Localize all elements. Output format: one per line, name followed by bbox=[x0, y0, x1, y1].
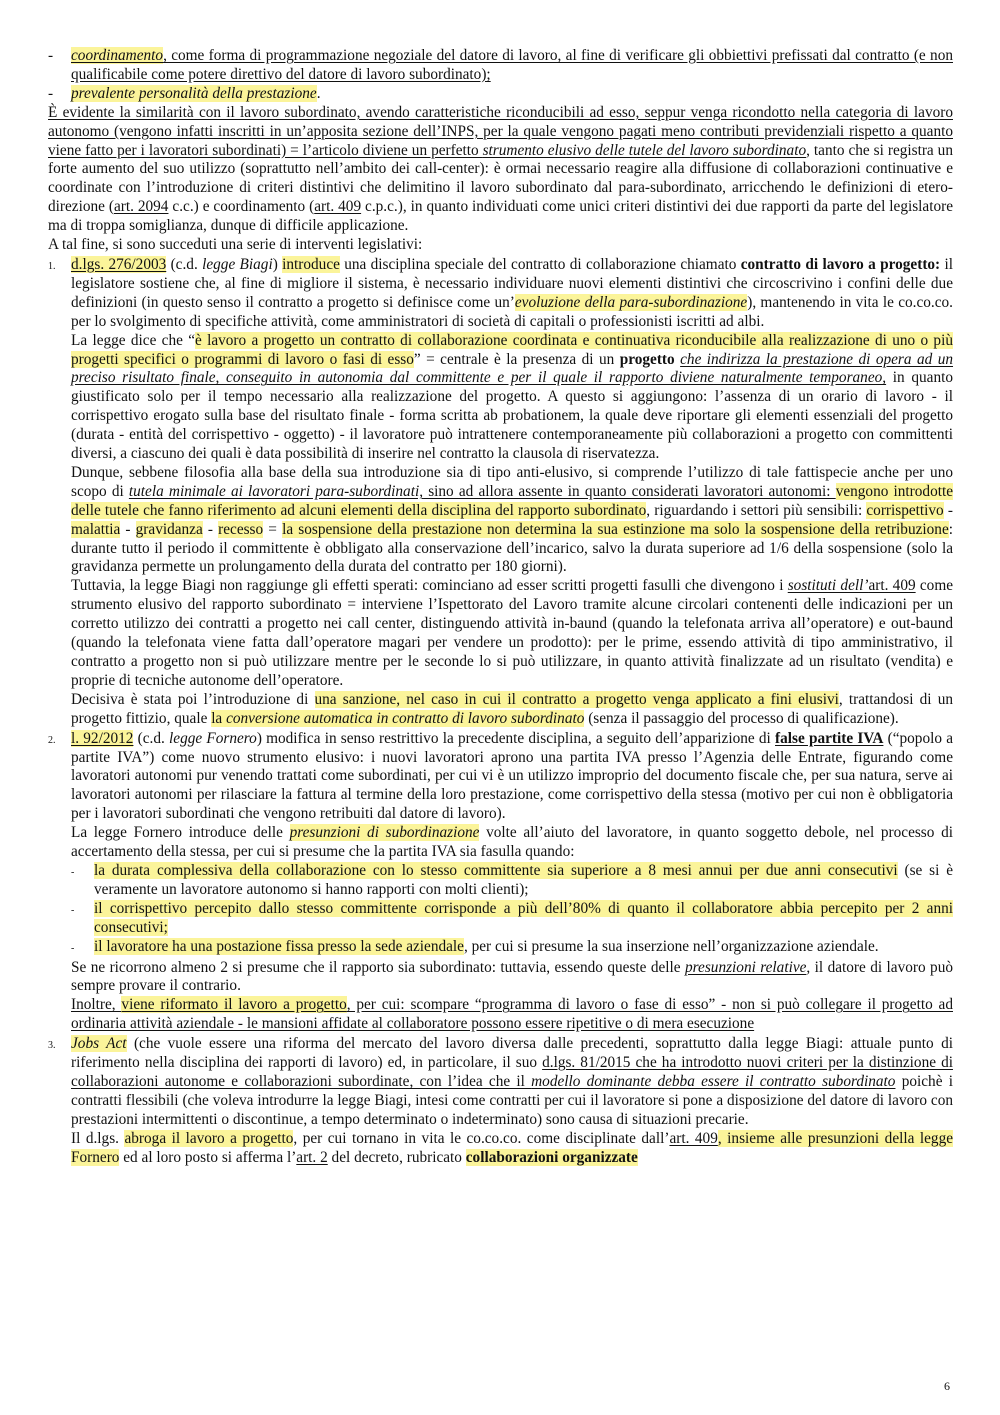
text-run: presunzioni relative bbox=[685, 958, 807, 976]
key-term: false partite IVA bbox=[775, 729, 884, 747]
text-run: corrispettivo bbox=[866, 501, 944, 519]
text-run: , riguardando i settori più sensibili: bbox=[646, 501, 867, 519]
text-run: Se ne ricorrono almeno 2 si presume che il rapporto sia subordinato: tuttavia, essendo queste delle bbox=[71, 958, 686, 976]
text-run: la bbox=[211, 709, 227, 727]
numbered-item-2 bbox=[48, 730, 953, 1035]
text-run: viene riformato il lavoro a progetto bbox=[121, 996, 347, 1014]
text-run: volte all’aiuto del lavoratore, in quanto soggetto debole, nel processo di accertamento della stessa, per cui si presume che la partita IVA sia fasulla quando: bbox=[71, 824, 953, 861]
text-run: , per cui: scompare “programma di lavoro o fase di esso” - non si può collegare il progetto ad ordinaria attività aziendale - le mansioni affidate al collaboratore possono essere ripetitive o di mera esecuzione bbox=[71, 996, 953, 1033]
paragraph bbox=[71, 577, 953, 690]
law-ref: l. 92/2012 bbox=[71, 729, 134, 747]
text-run: (“popolo a partite IVA”) come nuovo strumento elusivo: i nuovi lavoratori aprono una partita IVA presso l’Agenzia delle Entrate, figurando come lavoratori autonomi pur venendo trattati come subordinati, per cui vi è un utilizzo improprio del documento fiscale che, per sua natura, serve ai lavoratori autonomi per rilasciare la fattura al termine della loro prestazione, come corrispettivo della stessa (motivo per cui non è obbligatoria per i lavoratori subordinati che vengono retribuiti dal datore di lavoro). bbox=[71, 729, 953, 823]
term-personalita: prevalente personalità della prestazione bbox=[71, 84, 317, 102]
article-ref: art. 409 bbox=[868, 577, 916, 595]
text-run: introduce bbox=[282, 255, 340, 273]
text-run: la sospensione della prestazione non determina la sua estinzione ma solo la sospensione della retribuzione bbox=[282, 520, 949, 538]
list-marker: - bbox=[71, 866, 75, 878]
list-item bbox=[71, 900, 953, 938]
list-marker: - bbox=[71, 942, 75, 954]
list-item bbox=[48, 47, 953, 85]
text-run: evoluzione della para-subordinazione bbox=[514, 293, 748, 311]
text-run: , per cui tornano in vita le co.co.co. come disciplinate dall’ bbox=[293, 1129, 670, 1147]
text-run: il legislatore sostiene che, al fine di migliore il sistema, è necessario individuare nuovi elementi distintivi che circoscrivino i confini delle due definizioni (in questo senso il contratto a progetto si definisce come un’ bbox=[71, 255, 953, 311]
text-run: vengono introdotte delle tutele che fanno riferimento ad alcuni elementi della disciplina del rapporto subordinato bbox=[71, 482, 954, 519]
text-run: abroga il lavoro a progetto bbox=[124, 1129, 294, 1147]
item-number: 1. bbox=[48, 260, 56, 272]
text-run: Il d.lgs. bbox=[71, 1129, 125, 1147]
text-run: legge Fornero bbox=[169, 729, 257, 747]
key-term: presunzioni di subordinazione bbox=[289, 824, 480, 842]
text-run: (senza il passaggio del processo di qualificazione). bbox=[584, 709, 899, 727]
text-run: La legge dice che “ bbox=[71, 331, 195, 349]
text-run: poichè i contratti flessibili (che voleva introdurre la legge Biagi, intesi come contratti per cui il lavoratore si pone a disposizione del datore di lavoro con prestazioni intermittenti o discontinue, a tempo determinato o indeterminato) sono causa di situazioni precarie. bbox=[71, 1072, 953, 1128]
text-run: c.p.c.), in quanto individuati come unici criteri distintivi dei due rapporti da parte del legislatore ma di troppa somiglianza, dunque di difficile applicazione. bbox=[48, 198, 953, 235]
text-run: che ha introdotto nuovi criteri per la distinzione di collaborazioni autonome e collaborazioni subordinate, con l’idea che il bbox=[71, 1054, 953, 1090]
text-run: sostituti dell’ bbox=[787, 577, 869, 595]
text-run: una disciplina speciale del contratto di collaborazione chiamato bbox=[339, 255, 741, 273]
paragraph-similarity bbox=[48, 104, 953, 236]
list-text: . bbox=[316, 84, 321, 102]
text-run: una sanzione, nel caso in cui il contratto a progetto venga applicato a fini elusivi bbox=[314, 690, 839, 708]
text-run: ) bbox=[272, 255, 283, 273]
text-run: Inoltre, bbox=[71, 996, 122, 1014]
article-ref: art. 409 bbox=[314, 198, 362, 216]
text-run: c.c.) e coordinamento ( bbox=[168, 198, 315, 216]
text-run: - bbox=[943, 501, 954, 519]
text-run: modello dominante debba essere il contratto subordinato bbox=[531, 1072, 896, 1090]
text-run: La legge Fornero introduce delle bbox=[71, 824, 290, 842]
item-number: 3. bbox=[48, 1040, 56, 1052]
paragraph bbox=[71, 959, 953, 997]
text-run: Dunque, sebbene filosofia alla base della sua introduzione sia di tipo anti-elusivo, si comprende l’utilizzo di tale fattispecie anche per uno scopo di bbox=[71, 463, 953, 500]
text-run: ) modifica in senso restrittivo la precedente disciplina, a seguito dell’apparizione di bbox=[256, 729, 775, 747]
law-ref: d.lgs. 276/2003 bbox=[71, 255, 167, 273]
list-marker: - bbox=[48, 84, 54, 102]
paragraph-intro-list: A tal fine, si sono succeduti una serie di interventi legislativi: bbox=[48, 236, 423, 254]
text-run: - bbox=[120, 520, 136, 538]
list-marker: - bbox=[71, 904, 75, 916]
paragraph bbox=[71, 996, 953, 1034]
text-run: È evidente la similarità con il lavoro subordinato, avendo caratteristiche riconducibili ad esso, seppur venga ricondotto nella categoria di lavoro autonomo (vengono infatti inscritti in un’apposita sezione dell’INPS, per la quale vengono pagati meno contributi previdenziali rispetto a quanto viene fatto per i lavoratori subordinati) = l’articolo diviene un perfetto bbox=[48, 103, 953, 159]
text-run: (c.d. bbox=[166, 255, 203, 273]
text-run: come strumento elusivo del rapporto subordinato = interviene l’Ispettorato del Lavoro tramite alcune circolari contenenti delle indicazioni per un corretto utilizzo dei contratti a progetto nei call center, distinguendo attività in-baund (quando la telefonata arriva all’operatore) e out-baund (quando la telefonata viene fatta dall’operatore magari per vendere un prodotto): per le prime, essendo attività di tipo amministrativo, il contratto a progetto non si può utilizzare mentre per le seconde lo si può utilizzare, in quanto attività finalizzate ad un risultato (vendita) e proprie di tecniche autonome dell’operatore. bbox=[71, 577, 954, 689]
text-run: tutela minimale ai lavoratori para-subordinati, bbox=[128, 482, 424, 500]
numbered-item-1 bbox=[48, 256, 953, 729]
paragraph bbox=[71, 256, 953, 332]
text-run: strumento elusivo delle tutele del lavoro subordinato bbox=[482, 141, 807, 159]
text-run: la durata complessiva della collaborazione con lo stesso committente sia superiore a 8 mesi annui per due anni consecutivi bbox=[94, 861, 898, 879]
term-coordinamento: coordinamento bbox=[71, 47, 164, 64]
list-marker: - bbox=[48, 47, 54, 64]
text-run: sino ad allora assente in quanto considerati lavoratori autonomi: bbox=[423, 482, 836, 500]
page-number: 6 bbox=[944, 1379, 950, 1393]
list-item bbox=[71, 938, 953, 959]
text-run: (se si è veramente un lavoratore autonomo si hanno rapporti con molti clienti); bbox=[94, 861, 953, 898]
text-run: legge Biagi bbox=[202, 255, 273, 273]
text-run: il lavoratore ha una postazione fissa presso la sede aziendale bbox=[94, 937, 464, 955]
text-run: , trattandosi di un progetto fittizio, quale bbox=[71, 690, 953, 727]
text-run: (che vuole essere una riforma del mercato del lavoro diversa dalle precedenti, soprattutto dalla legge Biagi: attuale punto di riferimento nella disciplina dei rapporti di lavoro) ed, in particolare, il suo bbox=[71, 1035, 953, 1072]
list-item bbox=[71, 862, 953, 900]
paragraph bbox=[71, 1130, 953, 1168]
page-body bbox=[48, 47, 953, 1167]
text-run: , il datore di lavoro può sempre provare il contrario. bbox=[71, 958, 953, 995]
key-term: Jobs Act bbox=[71, 1035, 127, 1053]
item-number: 2. bbox=[48, 734, 56, 746]
numbered-item-3 bbox=[48, 1035, 953, 1167]
law-ref: d.lgs. 81/2015 bbox=[542, 1054, 631, 1072]
paragraph bbox=[71, 332, 953, 464]
text-run: recesso bbox=[218, 520, 264, 538]
text-run: del decreto, rubricato bbox=[327, 1148, 466, 1166]
text-run: : durante tutto il periodo il committente è obbligato alla conservazione dell’incarico, salvo la durata superiore ad 1/6 della sospensione (solo la gravidanza permette un prolungamento della durata del contratto per 180 giorni). bbox=[71, 520, 953, 576]
text-run: - bbox=[202, 520, 219, 538]
text-run: gravidanza bbox=[135, 520, 203, 538]
paragraph bbox=[71, 464, 953, 577]
text-run: il corrispettivo percepito dallo stesso committente corrisponde a più dell’80% di quanto il collaboratore abbia percepito per 2 anni consecutivi; bbox=[94, 899, 953, 936]
paragraph bbox=[71, 691, 953, 729]
key-term: contratto di lavoro a progetto: bbox=[740, 255, 941, 273]
list-text: , come forma di programmazione negoziale del datore di lavoro, al fine di verificare gli obbiettivi prefissati dal contratto (e non qualificabile come potere direttivo del datore di lavoro subordinato); bbox=[71, 47, 953, 83]
text-run: in quanto giustificato solo per il tempo necessario alla realizzazione del progetto. A questo si aggiungono: l’assenza di un orario di lavoro - il corrispettivo erogato sulla base del risultato finale - forma scritta ab probationem, la quale deve riportare gli elementi essenziali del progetto (durata - entità del corrispettivo - oggetto) - il lavoratore può intrattenere contemporaneamente più collaborazioni a progetto con committenti diversi, a ciascuno dei quali è data possibilità di inserire nel contratto la clausola di riservatezza. bbox=[71, 369, 953, 463]
text-run: = bbox=[263, 520, 283, 538]
text-run: conversione automatica in contratto di lavoro subordinato bbox=[226, 709, 585, 727]
text-run: ” = centrale è la presenza di un bbox=[413, 350, 620, 368]
text-run: ), mantenendo in vita le co.co.co. per lo svolgimento di specifiche attività, come amministratori di società di capitali o professionisti iscritti ad albi. bbox=[71, 293, 953, 330]
text-run: è lavoro a progetto un contratto di collaborazione coordinata e continuativa riconducibile alla realizzazione di uno o più progetti specifici o programmi di lavoro o fasi di esso bbox=[71, 331, 953, 368]
text-run: , insieme alle presunzioni della legge Fornero bbox=[71, 1129, 954, 1166]
text-run: , per cui si presume la sua inserzione nell’organizzazione aziendale. bbox=[463, 937, 879, 955]
key-term: progetto bbox=[619, 350, 675, 368]
text-run: (c.d. bbox=[133, 729, 170, 747]
text-run: Tuttavia, la legge Biagi non raggiunge gli effetti sperati: cominciano ad esser scritti progetti fasulli che divengono i bbox=[71, 577, 788, 595]
text-run: che indirizza la prestazione di opera ad un preciso risultato finale, conseguito in autonomia dal committente e per il quale il rapporto diviene naturalmente temporaneo, bbox=[71, 350, 954, 387]
article-ref: art. 2094 bbox=[113, 198, 169, 216]
key-term: collaborazioni organizzate bbox=[465, 1148, 638, 1166]
paragraph bbox=[71, 730, 953, 825]
text-run: malattia bbox=[71, 520, 121, 538]
text-run: Decisiva è stata poi l’introduzione di bbox=[71, 690, 315, 708]
text-run: ed al loro posto si afferma l’ bbox=[119, 1148, 297, 1166]
text-run: , tanto che si registra un forte aumento del suo utilizzo (soprattutto nell’ambito dei call-center): è ormai necessario reagire alla diffusione di collaborazioni continuative e coordinate con l’introduzione di criteri distintivi che delimitino il lavoro subordinato dal para-subordinato, arricchendo le definizioni di etero-direzione ( bbox=[48, 141, 953, 216]
article-ref: art. 409 bbox=[669, 1129, 718, 1147]
article-ref: art. 2 bbox=[296, 1148, 328, 1166]
list-item bbox=[48, 85, 953, 104]
paragraph bbox=[71, 1035, 953, 1130]
paragraph bbox=[71, 824, 953, 862]
